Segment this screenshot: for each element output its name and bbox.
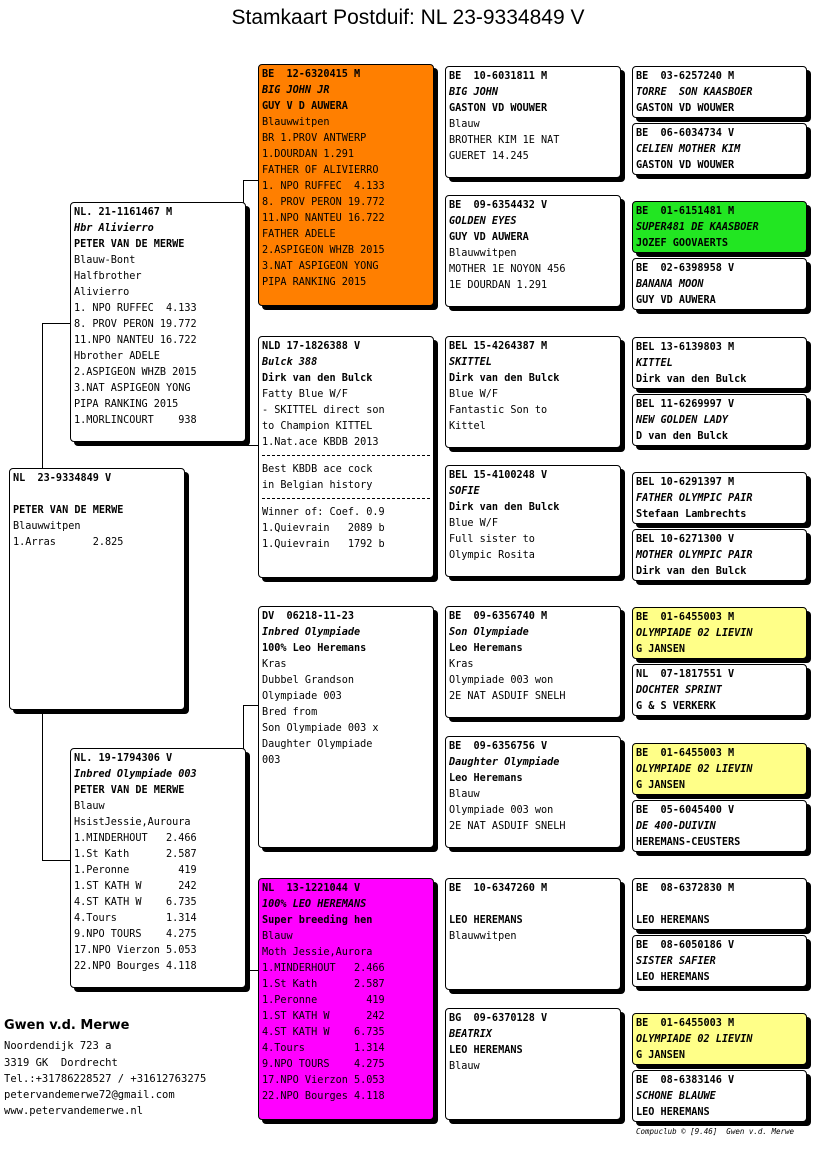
card-line: Blauw-Bont xyxy=(74,255,136,266)
card-line: 2E NAT ASDUIF SNELH xyxy=(449,821,566,832)
pigeon-name: Hbr Alivierro xyxy=(74,223,154,234)
card-line: Halfbrother xyxy=(74,271,142,282)
owner-address: Noordendijk 723 a xyxy=(4,1040,112,1053)
breeder-name: G JANSEN xyxy=(636,780,686,791)
card-line: Blauwwitpen xyxy=(449,248,517,259)
card-line: 8. PROV PERON 19.772 xyxy=(74,319,197,330)
owner-city: 3319 GK Dordrecht xyxy=(4,1056,118,1069)
card-line: 003 xyxy=(262,755,281,766)
card-line: Moth Jessie,Aurora xyxy=(262,947,373,958)
pigeon-name: BIG JOHN JR xyxy=(262,85,330,96)
card-line: Alivierro xyxy=(74,287,130,298)
ring-number: BE 09-6356756 V xyxy=(449,741,548,752)
card-line: FATHER OF ALIVIERRO xyxy=(262,165,379,176)
ring-number: BE 01-6455003 M xyxy=(636,1018,735,1029)
pigeon-card-great-great-grandparent[interactable] xyxy=(632,878,807,930)
pigeon-card-father-mother[interactable] xyxy=(258,336,434,578)
pigeon-name: GOLDEN EYES xyxy=(449,216,517,227)
page-title: Stamkaart Postduif: NL 23-9334849 V xyxy=(231,6,585,29)
card-line: 4.ST KATH W 6.735 xyxy=(74,897,197,908)
card-line: PIPA RANKING 2015 xyxy=(262,277,367,288)
breeder-name: Dirk van den Bulck xyxy=(449,502,560,513)
ring-number: BE 09-6356740 M xyxy=(449,611,548,622)
card-line: 1.DOURDAN 1.291 xyxy=(262,149,355,160)
pigeon-name: TORRE SON KAASBOER xyxy=(636,87,753,98)
breeder-name: Super breeding hen xyxy=(262,915,373,926)
pigeon-card-great-great-grandparent[interactable] xyxy=(632,394,807,446)
pigeon-card-great-great-grandparent[interactable] xyxy=(632,935,807,987)
breeder-name: GUY VD AUWERA xyxy=(449,232,529,243)
pigeon-name xyxy=(449,897,617,913)
ring-number: BE 08-6050186 V xyxy=(636,940,735,951)
ring-number: BE 01-6151481 M xyxy=(636,206,735,217)
pigeon-name: DOCHTER SPRINT xyxy=(636,685,722,696)
card-line: Olympic Rosita xyxy=(449,550,535,561)
ring-number: BE 01-6455003 M xyxy=(636,748,735,759)
ring-number: BEL 10-6271300 V xyxy=(636,534,735,545)
owner-email[interactable]: petervandemerwe72@gmail.com xyxy=(4,1089,175,1102)
pigeon-name: BANANA MOON xyxy=(636,279,704,290)
card-line: Blauw xyxy=(262,931,293,942)
card-line: Blauw xyxy=(449,789,480,800)
breeder-name: PETER VAN DE MERWE xyxy=(74,239,185,250)
ring-number: NL 13-1221044 V xyxy=(262,883,361,894)
card-line: in Belgian history xyxy=(262,480,373,491)
breeder-name: Dirk van den Bulck xyxy=(636,374,747,385)
ring-number: BE 12-6320415 M xyxy=(262,69,361,80)
ring-number: NL. 21-1161467 M xyxy=(74,207,173,218)
owner-info xyxy=(4,1018,206,1120)
card-line: Blauw xyxy=(449,119,480,130)
owner-phone: Tel.:+31786228527 / +31612763275 xyxy=(4,1072,207,1085)
breeder-name: G JANSEN xyxy=(636,644,686,655)
pigeon-name: OLYMPIADE 02 LIEVIN xyxy=(636,764,753,775)
card-line: Olympiade 003 xyxy=(262,691,342,702)
pigeon-card-great-grandparent[interactable] xyxy=(445,878,621,990)
pigeon-card-great-great-grandparent[interactable] xyxy=(632,800,807,852)
breeder-name: GASTON VD WOUWER xyxy=(636,160,735,171)
card-line: 1E DOURDAN 1.291 xyxy=(449,280,548,291)
ring-number: BE 03-6257240 M xyxy=(636,71,735,82)
breeder-name: Leo Heremans xyxy=(449,773,523,784)
card-line: 3.NAT ASPIGEON YONG xyxy=(262,261,379,272)
card-line: Bred from xyxy=(262,707,318,718)
pigeon-name: Inbred Olympiade xyxy=(262,627,361,638)
card-line: Blue W/F xyxy=(449,518,499,529)
breeder-name: G & S VERKERK xyxy=(636,701,716,712)
ring-number: DV 06218-11-23 xyxy=(262,611,355,622)
card-line xyxy=(13,487,181,503)
pigeon-card-great-grandparent[interactable] xyxy=(445,736,621,848)
connector-line xyxy=(243,445,259,446)
card-line: Olympiade 003 won xyxy=(449,805,554,816)
pigeon-card-great-grandparent[interactable] xyxy=(445,606,621,718)
card-line: to Champion KITTEL xyxy=(262,421,373,432)
pigeon-name: Daughter Olympiade xyxy=(449,757,560,768)
card-line: Blauw xyxy=(449,1061,480,1072)
ring-number: NL 07-1817551 V xyxy=(636,669,735,680)
breeder-name: Stefaan Lambrechts xyxy=(636,509,747,520)
card-line: Kras xyxy=(262,659,287,670)
pigeon-card-subject[interactable] xyxy=(9,468,185,710)
card-line: 4.ST KATH W 6.735 xyxy=(262,1027,385,1038)
pigeon-card-great-grandparent[interactable] xyxy=(445,336,621,448)
pigeon-card-great-grandparent[interactable] xyxy=(445,1008,621,1120)
pigeon-name: SOFIE xyxy=(449,486,480,497)
breeder-name: D van den Bulck xyxy=(636,431,729,442)
ring-number: BEL 15-4264387 M xyxy=(449,341,548,352)
connector-line xyxy=(243,180,259,181)
card-line: Blauwwitpen xyxy=(449,931,517,942)
pigeon-name: SUPER481 DE KAASBOER xyxy=(636,222,759,233)
card-line: 4.Tours 1.314 xyxy=(74,913,197,924)
card-line: Blauwwitpen xyxy=(262,117,330,128)
connector-line xyxy=(42,860,71,861)
connector-line xyxy=(42,323,71,324)
breeder-name: Dirk van den Bulck xyxy=(449,373,560,384)
ring-number: BEL 11-6269997 V xyxy=(636,399,735,410)
pigeon-card-great-great-grandparent[interactable] xyxy=(632,529,807,581)
pigeon-card-great-great-grandparent[interactable] xyxy=(632,66,807,118)
pigeon-name: OLYMPIADE 02 LIEVIN xyxy=(636,628,753,639)
card-line: Kras xyxy=(449,659,474,670)
pigeon-name: Inbred Olympiade 003 xyxy=(74,769,197,780)
breeder-name: PETER VAN DE MERWE xyxy=(13,505,124,516)
breeder-name: JOZEF GOOVAERTS xyxy=(636,238,729,249)
card-line: PIPA RANKING 2015 xyxy=(74,399,179,410)
ring-number: BE 06-6034734 V xyxy=(636,128,735,139)
card-line: Hbrother ADELE xyxy=(74,351,160,362)
breeder-name: GASTON VD WOUWER xyxy=(449,103,548,114)
connector-line xyxy=(42,323,43,468)
ring-number: BE 01-6455003 M xyxy=(636,612,735,623)
ring-number: BE 10-6031811 M xyxy=(449,71,548,82)
card-line: 9.NPO TOURS 4.275 xyxy=(74,929,197,940)
card-line: Winner of: Coef. 0.9 xyxy=(262,507,385,518)
card-line: 1.Arras 2.825 xyxy=(13,537,124,548)
pigeon-card-mother-mother[interactable] xyxy=(258,878,434,1120)
card-line: HsistJessie,Auroura xyxy=(74,817,191,828)
card-line: Blauwwitpen xyxy=(13,521,81,532)
pigeon-name: CELIEN MOTHER KIM xyxy=(636,144,741,155)
pigeon-name: BEATRIX xyxy=(449,1029,492,1040)
breeder-name: Dirk van den Bulck xyxy=(262,373,373,384)
ring-number: BE 10-6347260 M xyxy=(449,883,548,894)
pigeon-card-great-great-grandparent[interactable] xyxy=(632,472,807,524)
card-line: 1.Peronne 419 xyxy=(262,995,385,1006)
card-line: Son Olympiade 003 x xyxy=(262,723,379,734)
card-line: GUERET 14.245 xyxy=(449,151,529,162)
card-line: 1.Quievrain 2089 b xyxy=(262,523,385,534)
ring-number: BE 02-6398958 V xyxy=(636,263,735,274)
breeder-name: GUY V D AUWERA xyxy=(262,101,348,112)
card-line: 2E NAT ASDUIF SNELH xyxy=(449,691,566,702)
card-line: Full sister to xyxy=(449,534,535,545)
pigeon-name: DE 400-DUIVIN xyxy=(636,821,716,832)
card-line: BR 1.PROV ANTWERP xyxy=(262,133,367,144)
card-line: 1.Peronne 419 xyxy=(74,865,197,876)
pigeon-name: MOTHER OLYMPIC PAIR xyxy=(636,550,753,561)
breeder-name: LEO HEREMANS xyxy=(449,915,523,926)
pigeon-card-great-great-grandparent[interactable] xyxy=(632,607,807,659)
card-line: 3.NAT ASPIGEON YONG xyxy=(74,383,191,394)
pigeon-name xyxy=(636,897,803,913)
card-line: 22.NPO Bourges 4.118 xyxy=(74,961,197,972)
breeder-name: LEO HEREMANS xyxy=(636,915,710,926)
pigeon-name: Son Olympiade xyxy=(449,627,529,638)
breeder-name: 100% Leo Heremans xyxy=(262,643,367,654)
connector-line xyxy=(243,705,259,706)
pigeon-card-great-great-grandparent[interactable] xyxy=(632,201,807,253)
pigeon-card-great-great-grandparent[interactable] xyxy=(632,743,807,795)
card-line: Olympiade 003 won xyxy=(449,675,554,686)
card-line: Fantastic Son to xyxy=(449,405,548,416)
pigeon-name: SCHONE BLAUWE xyxy=(636,1091,716,1102)
breeder-name: LEO HEREMANS xyxy=(449,1045,523,1056)
card-line: 1.St Kath 2.587 xyxy=(262,979,385,990)
breeder-name: LEO HEREMANS xyxy=(636,1107,710,1118)
breeder-name: Leo Heremans xyxy=(449,643,523,654)
dashed-separator xyxy=(262,498,430,499)
pigeon-card-mother[interactable] xyxy=(70,748,246,988)
card-line: 1. NPO RUFFEC 4.133 xyxy=(74,303,197,314)
ring-number: BEL 13-6139803 M xyxy=(636,342,735,353)
ring-number: BE 08-6372830 M xyxy=(636,883,735,894)
card-line: Fatty Blue W/F xyxy=(262,389,348,400)
pigeon-card-father[interactable] xyxy=(70,202,246,442)
card-line: 9.NPO TOURS 4.275 xyxy=(262,1059,385,1070)
pigeon-card-great-great-grandparent[interactable] xyxy=(632,258,807,310)
owner-name: Gwen v.d. Merwe xyxy=(4,1018,130,1033)
pigeon-card-great-grandparent[interactable] xyxy=(445,195,621,307)
pigeon-card-great-great-grandparent[interactable] xyxy=(632,123,807,175)
footer-credit: Compuclub © [9.46] Gwen v.d. Merwe xyxy=(636,1127,795,1136)
card-line: 11.NPO NANTEU 16.722 xyxy=(74,335,197,346)
card-line: 1.Quievrain 1792 b xyxy=(262,539,385,550)
card-line: 17.NPO Vierzon 5.053 xyxy=(74,945,197,956)
breeder-name: GASTON VD WOUWER xyxy=(636,103,735,114)
card-line: 2.ASPIGEON WHZB 2015 xyxy=(74,367,197,378)
card-line: 8. PROV PERON 19.772 xyxy=(262,197,385,208)
pigeon-name: SKITTEL xyxy=(449,357,492,368)
card-line: 22.NPO Bourges 4.118 xyxy=(262,1091,385,1102)
breeder-name: G JANSEN xyxy=(636,1050,686,1061)
breeder-name: Dirk van den Bulck xyxy=(636,566,747,577)
ring-number: BG 09-6370128 V xyxy=(449,1013,548,1024)
ring-number: BE 05-6045400 V xyxy=(636,805,735,816)
card-line: 1.St Kath 2.587 xyxy=(74,849,197,860)
pigeon-card-father-father[interactable] xyxy=(258,64,434,306)
card-line: 1.ST KATH W 242 xyxy=(74,881,197,892)
connector-line xyxy=(42,710,43,860)
card-line: Best KBDB ace cock xyxy=(262,464,373,475)
pigeon-name: SISTER SAFIER xyxy=(636,956,716,967)
pigeon-card-great-grandparent[interactable] xyxy=(445,465,621,577)
pigeon-name: FATHER OLYMPIC PAIR xyxy=(636,493,753,504)
card-line: 17.NPO Vierzon 5.053 xyxy=(262,1075,385,1086)
owner-website[interactable]: www.petervandemerwe.nl xyxy=(4,1105,144,1118)
breeder-name: LEO HEREMANS xyxy=(636,972,710,983)
ring-number: NL 23-9334849 V xyxy=(13,473,112,484)
pigeon-name: 100% LEO HEREMANS xyxy=(262,899,367,910)
breeder-name: HEREMANS-CEUSTERS xyxy=(636,837,741,848)
card-line: 1.MORLINCOURT 938 xyxy=(74,415,197,426)
card-line: 1.ST KATH W 242 xyxy=(262,1011,385,1022)
pigeon-card-great-grandparent[interactable] xyxy=(445,66,621,178)
card-line: 2.ASPIGEON WHZB 2015 xyxy=(262,245,385,256)
ring-number: NLD 17-1826388 V xyxy=(262,341,361,352)
pigeon-card-great-great-grandparent[interactable] xyxy=(632,664,807,716)
card-line: 4.Tours 1.314 xyxy=(262,1043,385,1054)
card-line: Kittel xyxy=(449,421,486,432)
card-line: 1.MINDERHOUT 2.466 xyxy=(262,963,385,974)
card-line: Daughter Olympiade xyxy=(262,739,373,750)
ring-number: BEL 10-6291397 M xyxy=(636,477,735,488)
pigeon-name: Bulck 388 xyxy=(262,357,318,368)
ring-number: NL. 19-1794306 V xyxy=(74,753,173,764)
card-line: MOTHER 1E NOYON 456 xyxy=(449,264,566,275)
card-line: 1. NPO RUFFEC 4.133 xyxy=(262,181,385,192)
card-line: BROTHER KIM 1E NAT xyxy=(449,135,560,146)
pigeon-card-great-great-grandparent[interactable] xyxy=(632,337,807,389)
breeder-name: GUY VD AUWERA xyxy=(636,295,716,306)
card-line: Blauw xyxy=(74,801,105,812)
card-line: FATHER ADELE xyxy=(262,229,336,240)
pigeon-name: KITTEL xyxy=(636,358,673,369)
pigeon-name: NEW GOLDEN LADY xyxy=(636,415,729,426)
breeder-name: PETER VAN DE MERWE xyxy=(74,785,185,796)
pigeon-card-great-great-grandparent[interactable] xyxy=(632,1013,807,1065)
pigeon-name: BIG JOHN xyxy=(449,87,499,98)
card-line: Blue W/F xyxy=(449,389,499,400)
ring-number: BEL 15-4100248 V xyxy=(449,470,548,481)
card-line: 1.Nat.ace KBDB 2013 xyxy=(262,437,379,448)
card-line: Dubbel Grandson xyxy=(262,675,355,686)
pigeon-card-great-great-grandparent[interactable] xyxy=(632,1070,807,1122)
card-line: 1.MINDERHOUT 2.466 xyxy=(74,833,197,844)
pigeon-card-mother-father[interactable] xyxy=(258,606,434,848)
card-line: - SKITTEL direct son xyxy=(262,405,385,416)
pigeon-name: OLYMPIADE 02 LIEVIN xyxy=(636,1034,753,1045)
dashed-separator xyxy=(262,455,430,456)
ring-number: BE 09-6354432 V xyxy=(449,200,548,211)
ring-number: BE 08-6383146 V xyxy=(636,1075,735,1086)
card-line: 11.NPO NANTEU 16.722 xyxy=(262,213,385,224)
